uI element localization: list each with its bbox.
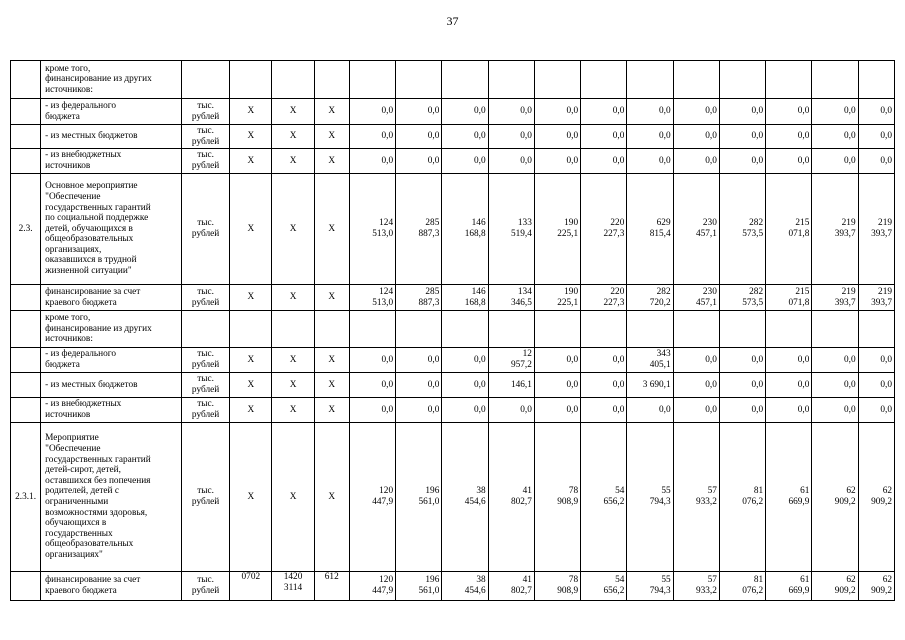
row-code-cell (11, 149, 41, 174)
amount-cell (534, 311, 580, 348)
amount-cell: 38 454,6 (442, 423, 488, 572)
amount-cell (488, 61, 534, 99)
amount-cell (349, 61, 395, 99)
amount-cell: 220 227,3 (581, 174, 627, 285)
extrabudgetary-row (11, 149, 895, 174)
unit-cell: тыс. рублей (181, 285, 229, 311)
unit-cell: тыс. рублей (181, 149, 229, 174)
amount-cell: 54 656,2 (581, 572, 627, 601)
amount-cell: 0,0 (719, 373, 765, 398)
amount-cell (812, 311, 858, 348)
row-description-cell: Основное мероприятие "Обеспечение государственных гарантий по социальной поддержке детей, обучающихся в общеобразовательных организациях, оказавшихся в трудной жизненной ситуации" (41, 174, 182, 285)
amount-cell: 0,0 (673, 398, 719, 423)
amount-cell: 343 405,1 (627, 348, 673, 373)
regional-budget-row (11, 285, 895, 311)
amount-cell: 0,0 (812, 125, 858, 149)
expense-type-cell: X (314, 149, 349, 174)
expense-type-cell (314, 61, 349, 99)
row-code-cell (11, 348, 41, 373)
expense-type-cell (314, 311, 349, 348)
target-code-cell: X (272, 149, 314, 174)
expense-type-cell: 612 (314, 572, 349, 601)
amount-cell: 61 669,9 (766, 423, 812, 572)
amount-cell: 0,0 (627, 149, 673, 174)
target-code-cell: X (272, 285, 314, 311)
section-code-cell: 0702 (230, 572, 272, 601)
amount-cell: 0,0 (349, 373, 395, 398)
amount-cell: 282 573,5 (719, 174, 765, 285)
amount-cell: 0,0 (534, 373, 580, 398)
amount-cell: 0,0 (858, 99, 894, 125)
expense-type-cell: X (314, 285, 349, 311)
target-code-cell: X (272, 174, 314, 285)
target-code-cell: X (272, 373, 314, 398)
row-description-cell: Мероприятие "Обеспечение государственных гарантий детей-сирот, детей, оставшихся без попечения родителей, детей с ограниченными возможностями здоровья, обучающихся в государственных общеобразовательных организациях" (41, 423, 182, 572)
amount-cell: 146 168,8 (442, 285, 488, 311)
amount-cell: 0,0 (581, 99, 627, 125)
amount-cell: 0,0 (812, 373, 858, 398)
amount-cell: 0,0 (673, 99, 719, 125)
amount-cell (766, 61, 812, 99)
row-code-cell (11, 572, 41, 601)
amount-cell: 54 656,2 (581, 423, 627, 572)
amount-cell (396, 61, 442, 99)
amount-cell: 0,0 (581, 125, 627, 149)
amount-cell: 0,0 (766, 348, 812, 373)
amount-cell (858, 311, 894, 348)
amount-cell (719, 311, 765, 348)
amount-cell: 62 909,2 (812, 423, 858, 572)
target-code-cell: X (272, 398, 314, 423)
amount-cell: 0,0 (349, 348, 395, 373)
amount-cell: 220 227,3 (581, 285, 627, 311)
amount-cell: 0,0 (442, 99, 488, 125)
amount-cell: 12 957,2 (488, 348, 534, 373)
amount-cell: 0,0 (396, 149, 442, 174)
amount-cell: 120 447,9 (349, 572, 395, 601)
unit-cell (181, 311, 229, 348)
amount-cell: 0,0 (534, 99, 580, 125)
amount-cell: 0,0 (766, 149, 812, 174)
amount-cell: 0,0 (812, 99, 858, 125)
amount-cell: 0,0 (812, 348, 858, 373)
expense-type-cell: X (314, 174, 349, 285)
row-code-cell (11, 398, 41, 423)
row-code-cell (11, 311, 41, 348)
target-code-cell (272, 311, 314, 348)
unit-cell: тыс. рублей (181, 423, 229, 572)
amount-cell: 282 720,2 (627, 285, 673, 311)
amount-cell (812, 61, 858, 99)
amount-cell: 0,0 (534, 149, 580, 174)
other-sources-header-row (11, 61, 895, 99)
amount-cell: 57 933,2 (673, 423, 719, 572)
amount-cell: 0,0 (534, 348, 580, 373)
unit-cell: тыс. рублей (181, 572, 229, 601)
amount-cell: 0,0 (349, 125, 395, 149)
amount-cell: 0,0 (719, 398, 765, 423)
row-description-cell: - из федерального бюджета (41, 348, 182, 373)
amount-cell: 190 225,1 (534, 174, 580, 285)
amount-cell (627, 61, 673, 99)
amount-cell: 0,0 (627, 125, 673, 149)
amount-cell (488, 311, 534, 348)
amount-cell: 146,1 (488, 373, 534, 398)
amount-cell: 120 447,9 (349, 423, 395, 572)
amount-cell: 124 513,0 (349, 285, 395, 311)
amount-cell: 0,0 (488, 125, 534, 149)
row-code-cell: 2.3. (11, 174, 41, 285)
section-code-cell: X (230, 285, 272, 311)
amount-cell: 0,0 (858, 125, 894, 149)
amount-cell: 0,0 (719, 125, 765, 149)
amount-cell: 0,0 (766, 373, 812, 398)
main-measure-2-3-row (11, 174, 895, 285)
section-code-cell (230, 311, 272, 348)
amount-cell: 215 071,8 (766, 174, 812, 285)
section-code-cell: X (230, 373, 272, 398)
amount-cell (673, 61, 719, 99)
amount-cell (534, 61, 580, 99)
unit-cell: тыс. рублей (181, 373, 229, 398)
row-description-cell: - из местных бюджетов (41, 125, 182, 149)
amount-cell (581, 311, 627, 348)
amount-cell: 0,0 (534, 125, 580, 149)
row-description-cell: кроме того, финансирование из других источников: (41, 311, 182, 348)
amount-cell: 219 393,7 (812, 174, 858, 285)
amount-cell: 219 393,7 (858, 174, 894, 285)
amount-cell: 196 561,0 (396, 572, 442, 601)
unit-cell: тыс. рублей (181, 348, 229, 373)
amount-cell: 0,0 (627, 99, 673, 125)
target-code-cell: X (272, 423, 314, 572)
amount-cell: 0,0 (442, 373, 488, 398)
amount-cell: 78 908,9 (534, 572, 580, 601)
amount-cell: 81 076,2 (719, 423, 765, 572)
amount-cell: 0,0 (858, 398, 894, 423)
section-code-cell: X (230, 99, 272, 125)
amount-cell: 0,0 (442, 348, 488, 373)
unit-cell: тыс. рублей (181, 99, 229, 125)
amount-cell (719, 61, 765, 99)
row-code-cell: 2.3.1. (11, 423, 41, 572)
amount-cell: 0,0 (442, 398, 488, 423)
amount-cell: 0,0 (719, 149, 765, 174)
unit-cell (181, 61, 229, 99)
amount-cell: 0,0 (349, 149, 395, 174)
unit-cell: тыс. рублей (181, 398, 229, 423)
amount-cell: 0,0 (766, 125, 812, 149)
row-description-cell: кроме того, финансирование из других источников: (41, 61, 182, 99)
amount-cell (442, 61, 488, 99)
amount-cell: 0,0 (349, 398, 395, 423)
amount-cell: 0,0 (396, 398, 442, 423)
amount-cell: 78 908,9 (534, 423, 580, 572)
amount-cell: 0,0 (349, 99, 395, 125)
measure-2-3-1-row (11, 423, 895, 572)
amount-cell: 0,0 (396, 373, 442, 398)
row-code-cell (11, 125, 41, 149)
amount-cell: 285 887,3 (396, 174, 442, 285)
amount-cell: 285 887,3 (396, 285, 442, 311)
amount-cell: 0,0 (442, 125, 488, 149)
section-code-cell: X (230, 348, 272, 373)
amount-cell: 0,0 (858, 373, 894, 398)
amount-cell: 55 794,3 (627, 572, 673, 601)
amount-cell: 219 393,7 (858, 285, 894, 311)
amount-cell: 3 690,1 (627, 373, 673, 398)
amount-cell: 81 076,2 (719, 572, 765, 601)
expense-type-cell: X (314, 423, 349, 572)
amount-cell: 41 802,7 (488, 423, 534, 572)
target-code-cell (272, 61, 314, 99)
amount-cell: 0,0 (442, 149, 488, 174)
local-budget-row (11, 373, 895, 398)
section-code-cell: X (230, 149, 272, 174)
expense-type-cell: X (314, 125, 349, 149)
target-code-cell: X (272, 99, 314, 125)
amount-cell (349, 311, 395, 348)
amount-cell: 0,0 (581, 398, 627, 423)
amount-cell: 0,0 (488, 398, 534, 423)
amount-cell: 629 815,4 (627, 174, 673, 285)
federal-budget-row (11, 348, 895, 373)
amount-cell: 0,0 (581, 348, 627, 373)
section-code-cell: X (230, 398, 272, 423)
amount-cell: 230 457,1 (673, 285, 719, 311)
amount-cell: 0,0 (627, 398, 673, 423)
amount-cell: 0,0 (488, 99, 534, 125)
row-code-cell (11, 373, 41, 398)
target-code-cell: X (272, 348, 314, 373)
amount-cell: 0,0 (581, 149, 627, 174)
amount-cell: 219 393,7 (812, 285, 858, 311)
section-code-cell: X (230, 423, 272, 572)
row-description-cell: - из внебюджетных источников (41, 149, 182, 174)
amount-cell (858, 61, 894, 99)
unit-cell: тыс. рублей (181, 174, 229, 285)
amount-cell: 134 346,5 (488, 285, 534, 311)
amount-cell (442, 311, 488, 348)
row-code-cell (11, 99, 41, 125)
amount-cell: 146 168,8 (442, 174, 488, 285)
expense-type-cell: X (314, 398, 349, 423)
amount-cell: 282 573,5 (719, 285, 765, 311)
amount-cell: 0,0 (812, 149, 858, 174)
row-description-cell: - из местных бюджетов (41, 373, 182, 398)
regional-budget-row (11, 572, 895, 601)
amount-cell: 62 909,2 (858, 423, 894, 572)
amount-cell: 0,0 (534, 398, 580, 423)
amount-cell: 0,0 (858, 149, 894, 174)
amount-cell: 0,0 (673, 149, 719, 174)
row-code-cell (11, 61, 41, 99)
page-number: 37 (446, 14, 459, 28)
expense-type-cell: X (314, 99, 349, 125)
amount-cell: 0,0 (488, 149, 534, 174)
row-description-cell: финансирование за счет краевого бюджета (41, 285, 182, 311)
target-code-cell: X (272, 125, 314, 149)
other-sources-header-row (11, 311, 895, 348)
amount-cell: 0,0 (858, 348, 894, 373)
amount-cell (673, 311, 719, 348)
row-code-cell (11, 285, 41, 311)
amount-cell: 0,0 (581, 373, 627, 398)
section-code-cell: X (230, 174, 272, 285)
amount-cell: 62 909,2 (858, 572, 894, 601)
amount-cell: 215 071,8 (766, 285, 812, 311)
amount-cell: 0,0 (396, 125, 442, 149)
amount-cell: 0,0 (766, 99, 812, 125)
amount-cell (627, 311, 673, 348)
amount-cell: 133 519,4 (488, 174, 534, 285)
amount-cell: 0,0 (766, 398, 812, 423)
budget-table (10, 60, 895, 601)
expense-type-cell: X (314, 348, 349, 373)
amount-cell: 0,0 (673, 125, 719, 149)
amount-cell: 124 513,0 (349, 174, 395, 285)
amount-cell (396, 311, 442, 348)
amount-cell: 0,0 (396, 348, 442, 373)
federal-budget-row (11, 99, 895, 125)
amount-cell: 230 457,1 (673, 174, 719, 285)
target-code-cell: 1420 3114 (272, 572, 314, 601)
amount-cell: 62 909,2 (812, 572, 858, 601)
amount-cell: 0,0 (396, 99, 442, 125)
amount-cell: 55 794,3 (627, 423, 673, 572)
amount-cell: 190 225,1 (534, 285, 580, 311)
amount-cell: 0,0 (719, 348, 765, 373)
amount-cell: 61 669,9 (766, 572, 812, 601)
amount-cell (581, 61, 627, 99)
amount-cell: 57 933,2 (673, 572, 719, 601)
amount-cell: 0,0 (812, 398, 858, 423)
unit-cell: тыс. рублей (181, 125, 229, 149)
local-budget-row (11, 125, 895, 149)
section-code-cell: X (230, 125, 272, 149)
row-description-cell: - из внебюджетных источников (41, 398, 182, 423)
row-description-cell: финансирование за счет краевого бюджета (41, 572, 182, 601)
amount-cell: 38 454,6 (442, 572, 488, 601)
amount-cell: 0,0 (719, 99, 765, 125)
extrabudgetary-row (11, 398, 895, 423)
expense-type-cell: X (314, 373, 349, 398)
amount-cell: 41 802,7 (488, 572, 534, 601)
amount-cell (766, 311, 812, 348)
amount-cell: 0,0 (673, 348, 719, 373)
section-code-cell (230, 61, 272, 99)
amount-cell: 0,0 (673, 373, 719, 398)
amount-cell: 196 561,0 (396, 423, 442, 572)
row-description-cell: - из федерального бюджета (41, 99, 182, 125)
